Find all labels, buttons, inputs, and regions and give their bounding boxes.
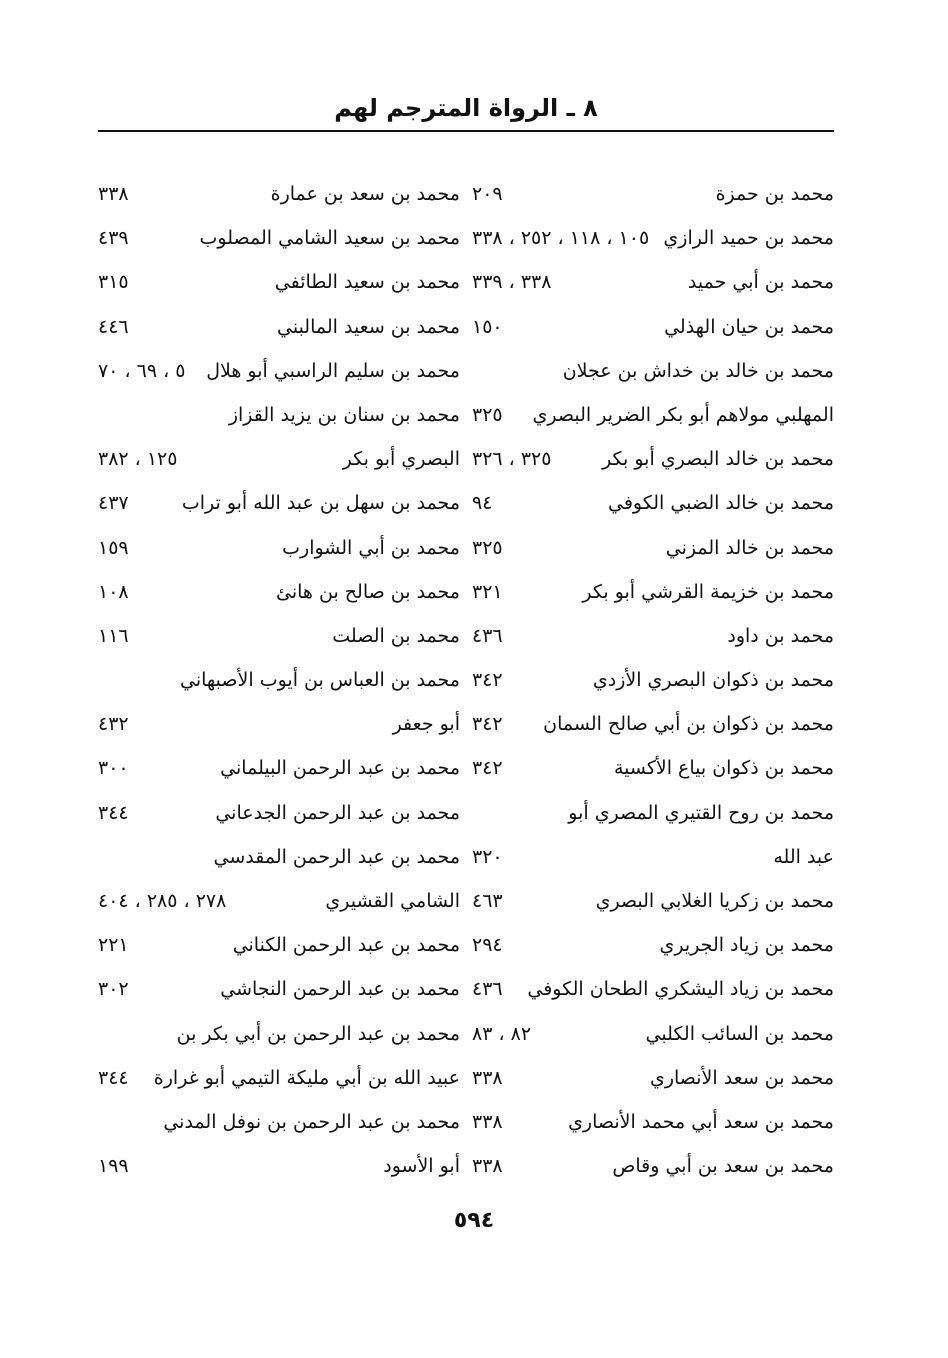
index-entry <box>472 393 834 437</box>
index-entry <box>98 1144 460 1188</box>
entry-name: محمد بن عبد الرحمن بن نوفل المدني <box>163 1110 460 1133</box>
index-entry <box>472 1100 834 1144</box>
index-entry <box>472 570 834 614</box>
index-entry <box>98 216 460 260</box>
entry-pages: ٤٤٦ <box>98 315 129 338</box>
entry-name: أبو الأسود <box>383 1155 460 1178</box>
entry-name: محمد بن صالح بن هانئ <box>276 580 460 603</box>
entry-name: محمد بن سنان بن يزيد القزاز <box>228 403 460 426</box>
index-entry <box>472 746 834 790</box>
entry-name: محمد بن سهل بن عبد الله أبو تراب <box>181 492 460 515</box>
entry-name: محمد بن زكريا الغلابي البصري <box>595 890 834 912</box>
entry-pages: ٣٣٨ <box>472 1066 503 1089</box>
entry-pages: ٣٢٥ <box>472 403 503 426</box>
index-entry <box>98 1012 460 1056</box>
index-entry <box>472 1144 834 1188</box>
entry-name: عبيد الله بن أبي مليكة التيمي أبو غرارة <box>153 1066 460 1089</box>
entry-name: محمد بن ذكوان بياع الأكسية <box>613 757 834 780</box>
header-divider <box>98 130 834 132</box>
index-entry <box>98 967 460 1011</box>
entry-pages: ٨٢ ، ٨٣ <box>472 1022 532 1045</box>
entry-name: محمد بن أبي الشوارب <box>282 536 460 559</box>
entry-name: محمد بن سليم الراسبي أبو هلال <box>206 359 460 382</box>
index-entry <box>98 437 460 481</box>
index-entry <box>472 614 834 658</box>
entry-pages: ٣٠٠ <box>98 757 129 780</box>
index-entry <box>472 658 834 702</box>
entry-pages: ٣١٥ <box>98 271 129 294</box>
entry-name: أبو جعفر <box>392 713 460 736</box>
entry-pages: ٣٤٤ <box>98 801 129 824</box>
index-entry <box>472 879 834 923</box>
index-entry <box>98 349 460 393</box>
index-entry <box>472 1056 834 1100</box>
index-entry <box>98 1056 460 1100</box>
index-entry <box>98 614 460 658</box>
entry-pages: ٥ ، ٦٩ ، ٧٠ <box>98 359 186 382</box>
entry-pages: ٢٧٨ ، ٢٨٥ ، ٤٠٤ <box>98 890 227 912</box>
index-entry <box>472 791 834 835</box>
entry-pages: ٣٣٨ <box>472 1155 503 1178</box>
entry-pages: ٣٢١ <box>472 580 503 603</box>
index-entry <box>98 746 460 790</box>
entry-name: محمد بن عبد الرحمن النجاشي <box>220 978 460 1001</box>
entry-name: محمد بن روح القتيري المصري أبو <box>568 801 834 824</box>
entry-pages: ٣٢٥ ، ٣٢٦ <box>472 448 552 471</box>
index-entry <box>472 526 834 570</box>
entry-pages: ٤٣٦ <box>472 978 503 1001</box>
entry-name: محمد بن أبي حميد <box>687 271 834 294</box>
page-number: ٥٩٤ <box>453 1208 495 1233</box>
entry-name: محمد بن عبد الرحمن بن أبي بكر بن <box>176 1022 460 1045</box>
index-entry <box>98 172 460 216</box>
entry-pages: ٣٤٤ <box>98 1066 129 1089</box>
entry-pages: ٤٣٧ <box>98 492 129 515</box>
entry-name: محمد بن ذكوان البصري الأزدي <box>592 669 834 692</box>
entry-name: محمد بن سعد بن عمارة <box>270 183 460 205</box>
index-entry <box>472 481 834 525</box>
index-entry <box>98 835 460 879</box>
entry-name: محمد بن سعد أبي محمد الأنصاري <box>568 1110 834 1133</box>
index-entry <box>472 260 834 304</box>
index-entry <box>98 1100 460 1144</box>
entry-name: محمد بن عبد الرحمن الكناني <box>232 934 460 957</box>
entry-name: محمد بن خالد المزني <box>665 536 834 559</box>
entry-name: محمد بن عبد الرحمن الجدعاني <box>215 801 460 824</box>
index-entry <box>472 216 834 260</box>
entry-name: محمد بن زياد الجريري <box>659 934 834 957</box>
entry-pages: ٢٠٩ <box>472 183 503 205</box>
entry-pages: ٣٠٢ <box>98 978 129 1001</box>
entry-pages: ٣٢٥ <box>472 536 503 559</box>
entry-pages: ٣٢٠ <box>472 845 503 868</box>
index-entry <box>472 1012 834 1056</box>
entry-pages: ٤٣٩ <box>98 227 129 250</box>
index-entry <box>472 835 834 879</box>
index-column-right <box>472 172 834 1188</box>
entry-name: محمد بن سعد بن أبي وقاص <box>612 1155 834 1178</box>
entry-name: محمد بن حيان الهذلي <box>664 315 834 338</box>
index-entry <box>472 967 834 1011</box>
entry-pages: ٣٣٨ ، ٣٣٩ <box>472 271 552 294</box>
entry-name: عبد الله <box>773 845 834 868</box>
index-entry <box>98 481 460 525</box>
entry-name: محمد بن حمزة <box>715 183 834 205</box>
entry-name: محمد بن العباس بن أيوب الأصبهاني <box>180 669 460 692</box>
entry-pages: ١٩٩ <box>98 1155 129 1178</box>
entry-name: محمد بن خالد الضبي الكوفي <box>607 492 834 515</box>
index-entry <box>98 526 460 570</box>
entry-name: محمد بن السائب الكلبي <box>645 1022 834 1045</box>
entry-pages: ٣٤٢ <box>472 757 503 780</box>
index-entry <box>98 702 460 746</box>
index-entry <box>98 879 460 923</box>
index-column-left <box>98 172 460 1188</box>
index-entry <box>98 570 460 614</box>
entry-pages: ٢٢١ <box>98 934 129 957</box>
entry-name: محمد بن عبد الرحمن المقدسي <box>213 845 460 868</box>
entry-name: محمد بن عبد الرحمن البيلماني <box>220 757 460 780</box>
entry-name: المهلبي مولاهم أبو بكر الضرير البصري <box>532 403 834 426</box>
entry-name: محمد بن سعيد الشامي المصلوب <box>199 227 460 250</box>
index-entry <box>472 349 834 393</box>
entry-pages: ٩٤ <box>472 492 493 515</box>
entry-name: محمد بن خزيمة القرشي أبو بكر <box>582 580 834 603</box>
entry-name: الشامي القشيري <box>325 890 460 912</box>
entry-name: محمد بن ذكوان بن أبي صالح السمان <box>543 713 834 736</box>
entry-name: محمد بن سعد الأنصاري <box>649 1066 834 1089</box>
index-entry <box>98 658 460 702</box>
entry-pages: ٢٩٤ <box>472 934 503 957</box>
entry-name: محمد بن زياد اليشكري الطحان الكوفي <box>527 978 834 1001</box>
entry-pages: ٤٦٣ <box>472 890 503 912</box>
entry-pages: ٤٣٦ <box>472 624 503 647</box>
entry-pages: ١١٦ <box>98 624 129 647</box>
entry-name: محمد بن خالد بن خداش بن عجلان <box>562 359 834 382</box>
index-entry <box>472 702 834 746</box>
entry-name: محمد بن سعيد الطائفي <box>274 271 460 294</box>
entry-name: محمد بن سعيد المالبني <box>277 315 460 338</box>
index-entry <box>472 437 834 481</box>
index-entry <box>472 305 834 349</box>
index-entry <box>98 923 460 967</box>
index-entry <box>98 305 460 349</box>
entry-name: محمد بن داود <box>727 624 834 647</box>
entry-pages: ١٥٠ <box>472 315 503 338</box>
entry-pages: ٤٣٢ <box>98 713 129 736</box>
index-entry <box>98 393 460 437</box>
index-entry <box>98 791 460 835</box>
entry-pages: ١٥٩ <box>98 536 129 559</box>
entry-pages: ١٠٨ <box>98 580 129 603</box>
entry-name: محمد بن الصلت <box>332 624 460 647</box>
index-entry <box>472 172 834 216</box>
entry-pages: ٣٣٨ <box>98 183 129 205</box>
entry-name: محمد بن حميد الرازي <box>663 227 834 250</box>
entry-pages: ١٢٥ ، ٣٨٢ <box>98 448 178 471</box>
page-title: ٨ ـ الرواة المترجم لهم <box>334 94 598 122</box>
entry-name: البصري أبو بكر <box>342 448 460 471</box>
entry-pages: ١٠٥ ، ١١٨ ، ٢٥٢ ، ٣٣٨ <box>472 227 650 250</box>
entry-pages: ٣٤٢ <box>472 669 503 692</box>
index-entry <box>98 260 460 304</box>
index-entry <box>472 923 834 967</box>
entry-pages: ٣٣٨ <box>472 1110 503 1133</box>
entry-pages: ٣٤٢ <box>472 713 503 736</box>
entry-name: محمد بن خالد البصري أبو بكر <box>602 448 834 471</box>
